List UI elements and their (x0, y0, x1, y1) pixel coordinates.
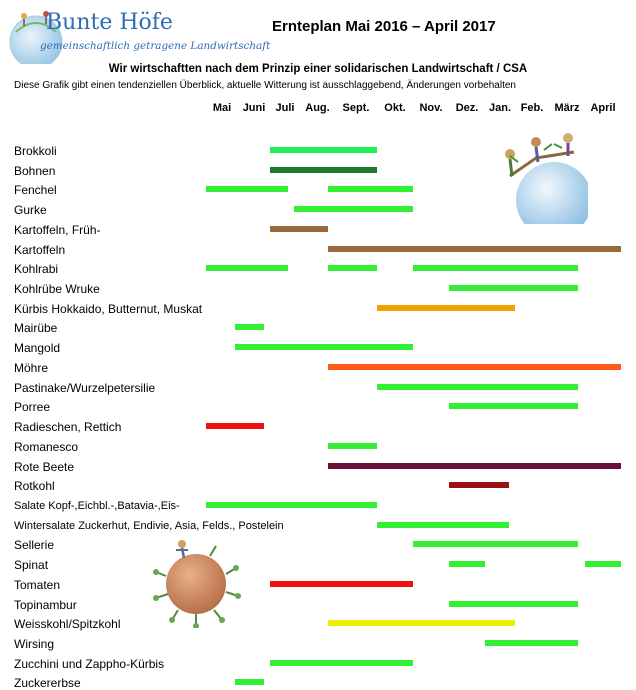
row-label: Kartoffeln (14, 242, 66, 257)
harvest-bar (235, 679, 264, 685)
row-label: Topinambur (14, 597, 77, 612)
month-label: Juli (275, 102, 295, 114)
harvest-bar (328, 463, 621, 469)
row-label: Möhre (14, 360, 49, 375)
harvest-bar (328, 246, 621, 252)
row-label: Salate Kopf-,Eichbl.-,Batavia-,Eis- (14, 499, 180, 512)
harvest-bar (449, 482, 509, 488)
month-label: Mai (212, 102, 232, 114)
row-label: Kürbis Hokkaido, Butternut, Muskat (14, 301, 203, 316)
harvest-bar (449, 285, 578, 291)
row-label: Rote Beete (14, 459, 75, 474)
harvest-bar (270, 660, 413, 666)
harvest-bar (377, 305, 515, 311)
month-label: Jan. (488, 102, 512, 114)
harvest-bar (270, 581, 413, 587)
row-label: Brokkoli (14, 144, 57, 158)
harvest-bar (328, 186, 413, 192)
row-label: Fenchel (14, 183, 57, 198)
harvest-bar (449, 601, 578, 607)
month-label: Nov. (419, 102, 443, 114)
harvest-bar (206, 423, 264, 429)
logo (6, 2, 271, 64)
harvest-bar (206, 502, 377, 508)
harvest-bar (413, 265, 578, 271)
chart-subtitle: Wir wirtschaftten nach dem Prinzip einer solidarischen Landwirtschaft / CSA (108, 63, 528, 75)
harvest-bar (585, 561, 621, 567)
row-label: Wintersalate Zuckerhut, Endivie, Asia, Felds., Postelein (14, 519, 284, 532)
row-label: Kartoffeln, Früh- (14, 222, 101, 237)
month-label: Aug. (305, 102, 330, 114)
row-label: Mairübe (14, 321, 58, 336)
row-label: Spinat (14, 558, 49, 573)
harvest-bar (235, 344, 413, 350)
harvest-bar (206, 186, 288, 192)
harvest-bar (270, 147, 377, 153)
harvest-bar (270, 226, 328, 232)
month-label: März (554, 102, 580, 114)
harvest-bar (328, 443, 377, 449)
harvest-bar (270, 167, 377, 173)
harvest-bar (294, 206, 413, 212)
row-label: Zuckererbse (14, 676, 81, 690)
harvest-bar (377, 522, 509, 528)
month-label: Dez. (455, 102, 479, 114)
chart-note: Diese Grafik gibt einen tendenziellen Überblick, aktuelle Witterung ist ausschlaggebend, Änderungen vorbehalten (14, 80, 516, 91)
row-label: Zucchini und Zappho-Kürbis (14, 656, 165, 671)
logo-name: Bunte Höfe (46, 10, 173, 35)
harvest-bar (377, 384, 578, 390)
harvest-bar (485, 640, 578, 646)
month-label: Juni (242, 102, 266, 114)
harvest-bar (449, 403, 578, 409)
harvest-bar (328, 364, 621, 370)
harvest-bar (328, 265, 377, 271)
row-label: Mangold (14, 341, 61, 356)
plant-planet-illustration (150, 536, 242, 628)
month-label: Sept. (342, 102, 370, 114)
row-label: Romanesco (14, 439, 79, 454)
harvest-bar (206, 265, 288, 271)
logo-tagline: gemeinschaftlich getragene Landwirtschaft (40, 40, 271, 52)
row-label: Wirsing (14, 637, 55, 651)
row-label: Gurke (14, 203, 47, 218)
row-label: Kohlrübe Wruke (14, 282, 100, 297)
row-label: Bohnen (14, 163, 56, 178)
row-label: Radieschen, Rettich (14, 420, 122, 435)
row-label: Rotkohl (14, 479, 55, 494)
row-label: Weisskohl/Spitzkohl (14, 617, 121, 632)
harvest-bar (413, 541, 578, 547)
row-label: Kohlrabi (14, 262, 59, 277)
row-label: Porree (14, 400, 51, 415)
month-label: Okt. (384, 102, 406, 114)
row-label: Tomaten (14, 577, 61, 592)
row-label: Sellerie (14, 538, 55, 553)
harvest-bar (235, 324, 264, 330)
month-label: Feb. (520, 102, 544, 114)
harvest-bar (449, 561, 485, 567)
chart-title: Ernteplan Mai 2016 – April 2017 (272, 18, 496, 35)
people-on-globe-illustration (496, 132, 588, 224)
row-label: Pastinake/Wurzelpetersilie (14, 380, 156, 395)
harvest-bar (328, 620, 515, 626)
month-label: April (590, 102, 616, 114)
